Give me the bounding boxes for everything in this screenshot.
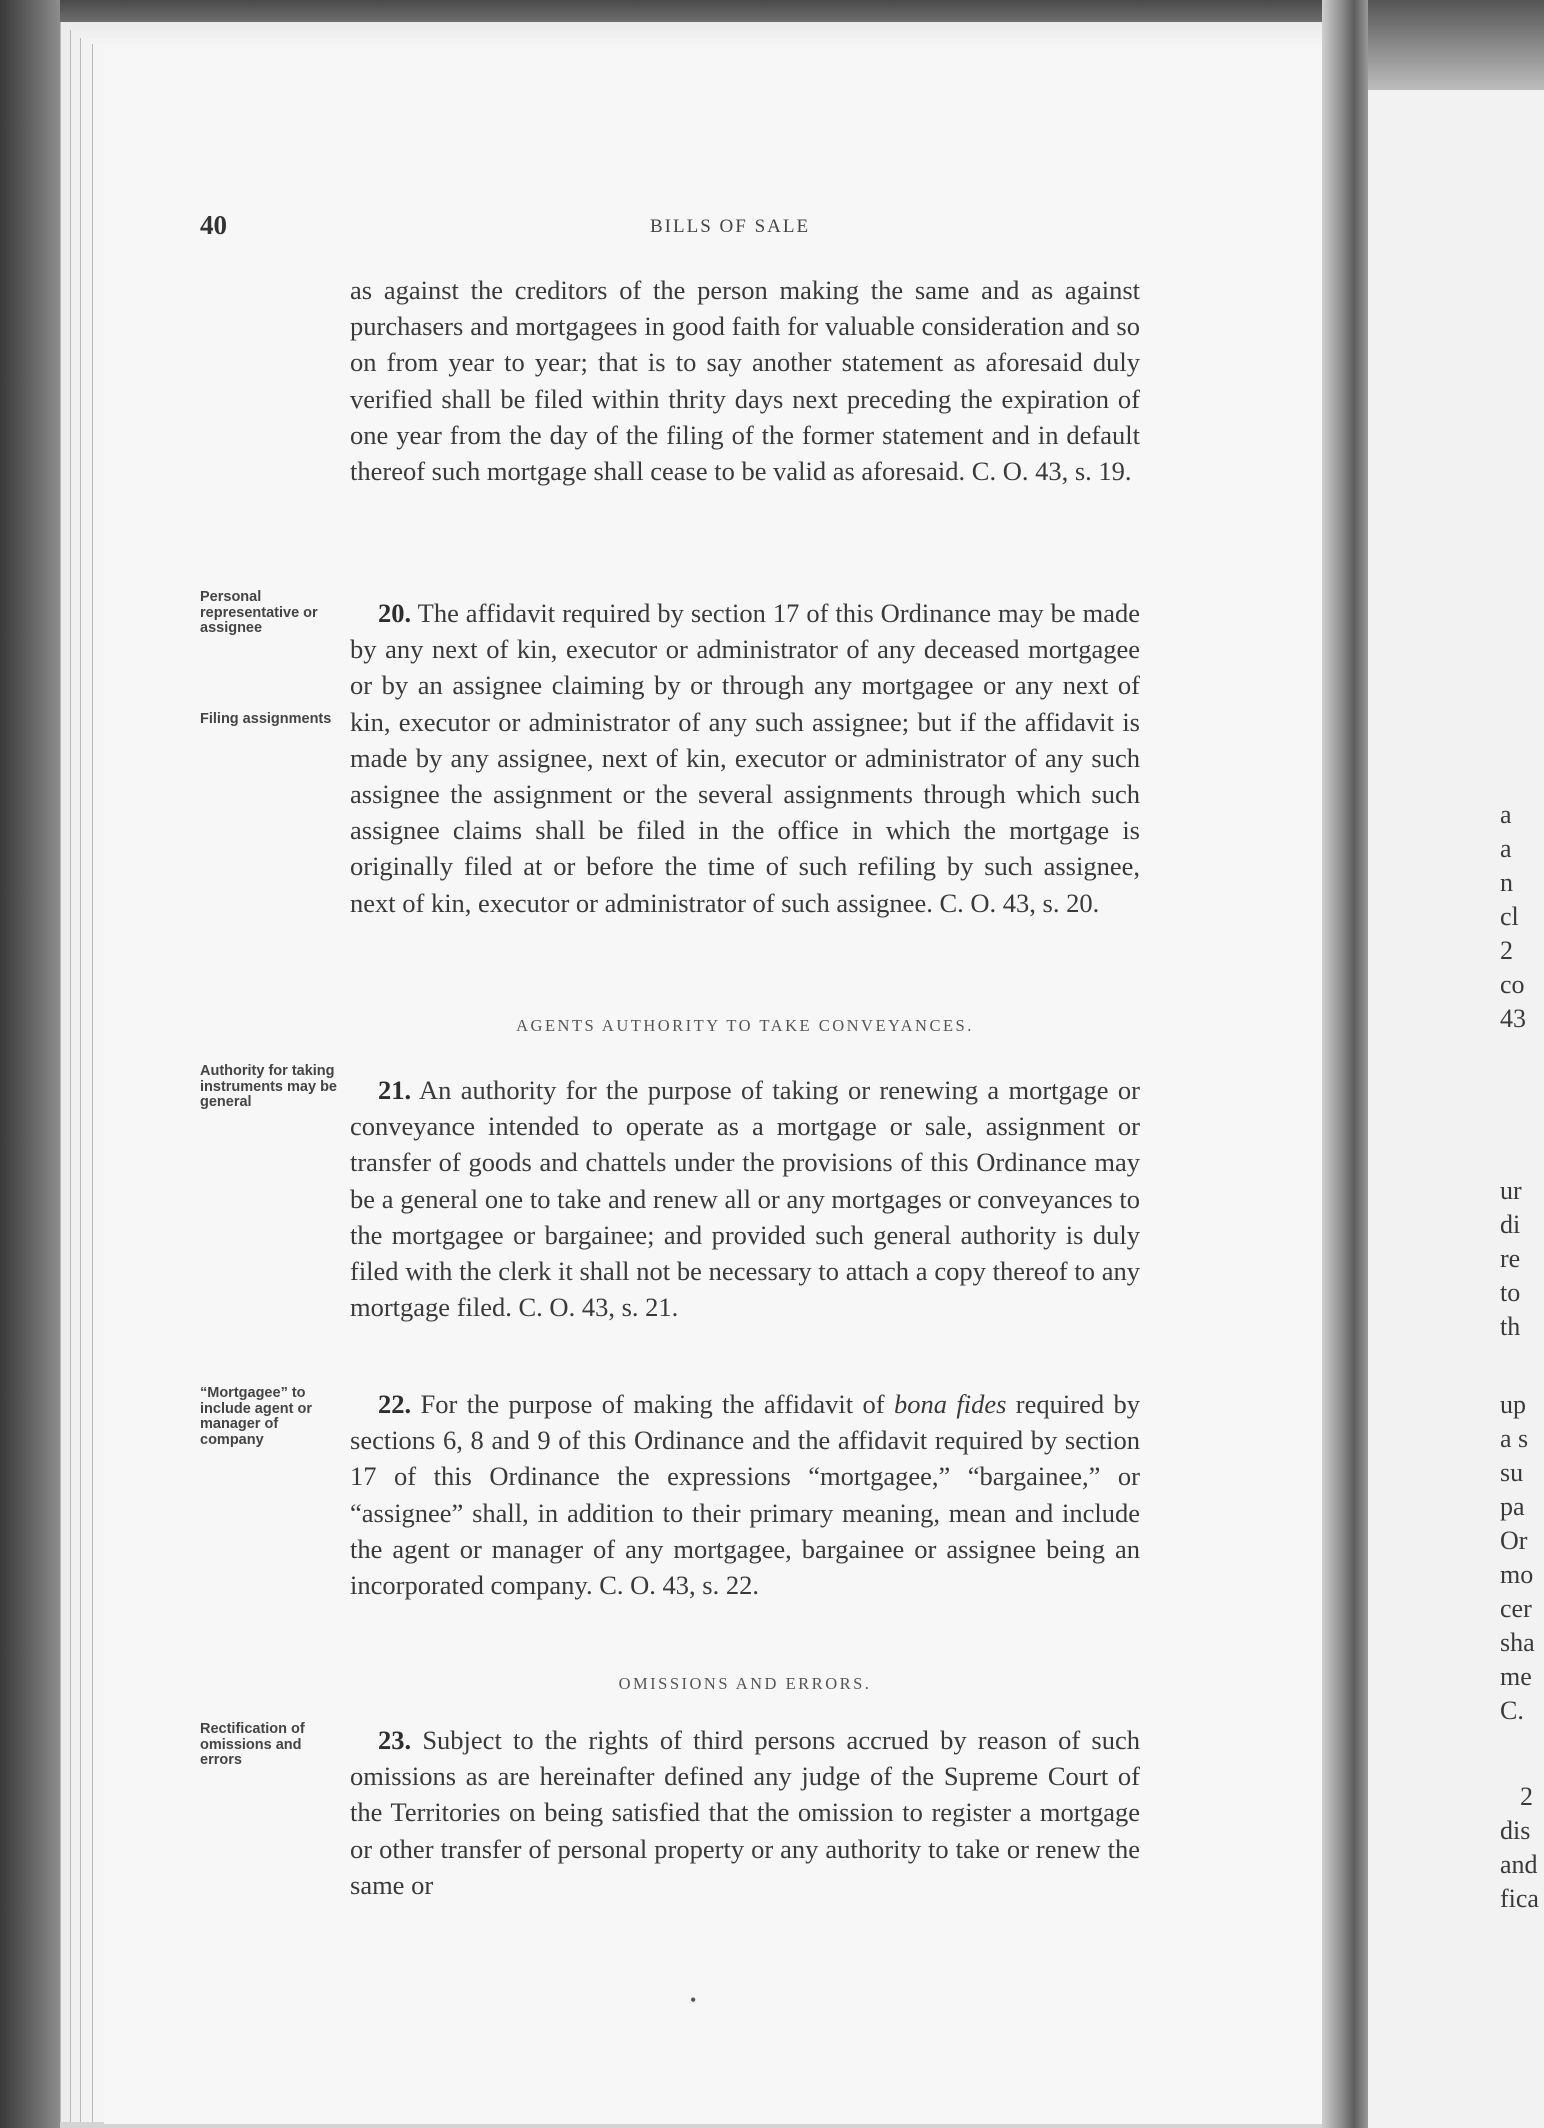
section-22 (350, 1386, 1140, 1603)
section-text: Subject to the rights of third persons accrued by reason of such omissions as are hereinafter defined any judge of the Supreme Court of the Territories on being satisfied that the omission to register a mortgage or other transfer of personal property or any authority to take or renew the same or (350, 1725, 1140, 1900)
facing-text-fragment: sha (1500, 1628, 1535, 1657)
section-text: An authority for the purpose of taking or renewing a mortgage or conveyance intended to operate as a mortgage or sale, assignment or transfer of goods and chattels under the provisions of this Ordinance may be a general one to take and renew all or any mortgages or conveyances to the mortgagee or bargainee; and provided such general authority is duly filed with the clerk it shall not be necessary to attach a copy thereof to any mortgage filed. C. O. 43, s. 21. (350, 1075, 1140, 1323)
facing-text-fragment: re (1500, 1244, 1521, 1273)
margin-note: Authority for taking instruments may be general (200, 1063, 337, 1110)
section-text: For the purpose of making the affidavit of (411, 1389, 894, 1419)
margin-note: “Mortgagee” to include agent or manager of company (200, 1385, 312, 1448)
facing-text-fragment: and (1500, 1850, 1538, 1879)
facing-text-fragment: a (1500, 834, 1512, 863)
facing-text-fragment: di (1500, 1210, 1521, 1239)
facing-text-fragment: 2 (1500, 936, 1513, 965)
facing-text-fragment: th (1500, 1312, 1521, 1341)
page-number: 40 (200, 210, 227, 240)
background-left (0, 0, 60, 2128)
facing-text-fragment: su (1500, 1458, 1524, 1487)
folio-mark: • (690, 1990, 697, 2010)
facing-text-fragment: cer (1500, 1594, 1532, 1623)
facing-text-fragment: pa (1500, 1492, 1525, 1521)
running-head: BILLS OF SALE (650, 216, 811, 237)
section-text: The affidavit required by section 17 of this Ordinance may be made by any next of kin, executor or administrator of any deceased mortgagee or by an assignee claiming by or through any mortgagee or any next of kin, executor or administrator of any such assignee; but if the affidavit is made by any assignee, next of kin, executor or administrator of any such assignee the assignment or the several assignments through which such assignee claims shall be filed in the office in which the mortgage is originally filed at or before the time of such refiling by such assignee, next of kin, executor or administrator of such assignee. C. O. 43, s. 20. (350, 598, 1140, 918)
facing-text-fragment: ur (1500, 1176, 1522, 1205)
facing-text-fragment: n (1500, 868, 1513, 897)
facing-text-fragment: mo (1500, 1560, 1534, 1589)
facing-page-shadow (1368, 0, 1544, 90)
facing-text-fragment: up (1500, 1390, 1526, 1419)
section-number: 22. (378, 1389, 412, 1419)
section-heading: OMISSIONS AND ERRORS. (618, 1674, 872, 1693)
section-heading: AGENTS AUTHORITY TO TAKE CONVEYANCES. (516, 1016, 974, 1035)
facing-text-fragment: dis (1500, 1816, 1531, 1845)
facing-text-fragment: me (1500, 1662, 1532, 1691)
facing-text-fragment: a (1500, 800, 1512, 829)
facing-text-fragment: cl (1500, 902, 1519, 931)
section-number: 20. (378, 598, 412, 628)
facing-text-fragment: to (1500, 1278, 1521, 1307)
margin-note: Filing assignments (200, 711, 332, 727)
facing-text-fragment: 2 (1520, 1782, 1533, 1811)
facing-text-fragment: Or (1500, 1526, 1528, 1555)
margin-note: Rectification of omissions and errors (200, 1721, 305, 1768)
section-21 (350, 1072, 1140, 1325)
facing-text-fragment: fica (1500, 1884, 1539, 1913)
facing-text-fragment: a s (1500, 1424, 1529, 1453)
facing-page (1368, 0, 1544, 2128)
section-23 (350, 1722, 1140, 1903)
section-text: required by sections 6, 8 and 9 of this Ordinance and the affidavit required by section 17 of this Ordinance the expressions “mortgagee,” “bargainee,” or “assignee” shall, in addition to their primary meaning, mean and include the agent or manager of any mortgagee, bargainee or assignee being an incorporated company. C. O. 43, s. 22. (350, 1389, 1140, 1601)
margin-note: Personal representative or assignee (200, 589, 318, 636)
section-number: 23. (378, 1725, 412, 1755)
section-number: 21. (378, 1075, 412, 1105)
italic-phrase: bona fides (893, 1389, 1007, 1419)
section-20 (350, 595, 1140, 921)
facing-text-fragment: C. (1500, 1696, 1524, 1725)
facing-text-fragment: co (1500, 970, 1525, 999)
book-gutter (1322, 0, 1368, 2128)
opening-paragraph: as against the creditors of the person making the same and as against purchasers and mortgagees in good faith for valuable consideration and so on from year to year; that is to say another statement as aforesaid duly verified shall be filed within thrity days next preceding the expiration of one year from the day of the filing of the former statement and in default thereof such mortgage shall cease to be valid as aforesaid. C. O. 43, s. 19. (350, 275, 1140, 487)
facing-text-fragment: 43 (1500, 1004, 1526, 1033)
